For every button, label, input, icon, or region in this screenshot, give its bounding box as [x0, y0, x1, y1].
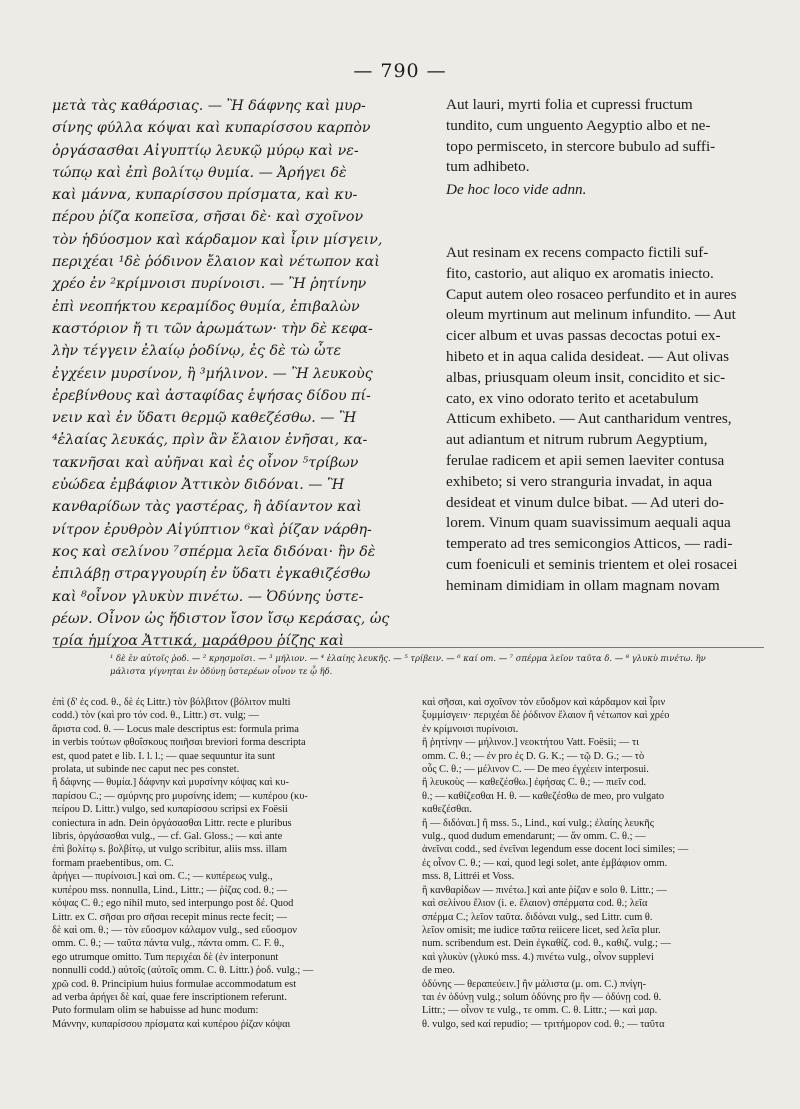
apparatus-line: ἢ ῥητίνην — μήλινον.] νεοκτήτου Vatt. Foësii; — τι: [422, 737, 639, 749]
apparatus-line: formam praebentibus, om. C.: [52, 857, 174, 869]
apparatus-line: καὶ γλυκὺν (γλυκύ mss. 4.) πινέτω vulg., οἶνον supplevi: [422, 951, 654, 963]
greek-text-line: ὀργάσασθαι Αἰγυπτίῳ λευκῷ μύρῳ καὶ νε-: [52, 142, 359, 159]
apparatus-line: ται ἐν ὀδύνῃ vulg.; solum ὀδύνης pro ἢν — ὀδύνῃ cod. θ.: [422, 991, 662, 1003]
apparatus-line: Μάννην, κυπαρίσσου πρίσματα καὶ κυπέρου ῥίζαν κόψαι: [52, 1018, 291, 1030]
apparatus-line: ἀνεῖναι codd., sed ἐνεῖναι legendum esse docent loci similes; —: [422, 844, 689, 856]
greek-text-line: νειν καὶ ἐν ὕδατι θερμῷ καθεζέσθω. — Ἢ: [52, 410, 357, 427]
apparatus-right-column: [422, 696, 767, 1031]
apparatus-line: Littr. ex C. σῆσαι pro σῆσαι recepit minus recte fecit; —: [52, 911, 287, 923]
greek-text-line: ἐπὶ νεοπήκτου κεραμίδος θυμία, ἐπιβαλὼν: [52, 298, 360, 315]
apparatus-line: θ. vulgo, sed καί repudio; — τριτήμορον cod. θ.; — ταῦτα: [422, 1018, 665, 1030]
apparatus-line: χρῶ cod. θ. Principium huius formulae accommodatum est: [52, 978, 297, 990]
apparatus-line: vulg., quod dudum emendarunt; — ἄν omm. C. θ.; —: [422, 831, 646, 843]
apparatus-line: ἀρήγει — πυρίνοισι.] καὶ om. C.; — κυπέρεως vulg.,: [52, 871, 273, 883]
apparatus-line: οὖς C. θ.; — μέλινον C. — De meo ἐγχέειν interposui.: [422, 764, 649, 776]
latin-text-line: hibeto et in aqua calida desideat. — Aut olivas: [446, 347, 729, 365]
latin-translation-column: [428, 95, 764, 597]
greek-text-line: τακνῆσαι καὶ αὐῆναι καὶ ἐς οἶνον ⁵τρίβων: [52, 454, 359, 471]
apparatus-line: de meo.: [422, 965, 455, 977]
apparatus-line: est, quod patet e lib. I. l. l.; — quae sequuntur ita sunt: [52, 750, 276, 762]
apparatus-line: coniectura in adn. Dein ὀργάσασθαι Littr. recte e pluribus: [52, 817, 292, 829]
latin-text-line: desideat et vinum dulce bibat. — Ad uteri do-: [446, 493, 724, 511]
apparatus-line: καθεζέσθαι.: [422, 804, 473, 816]
footnote-rule: [52, 647, 764, 648]
apparatus-line: δὲ καὶ om. θ.; — τὸν εὔοσμον κάλαμον vulg., sed εὔοσμον: [52, 924, 298, 936]
apparatus-line: ἐπὶ βολίτῳ s. βολβίτῳ, ut vulgo scribitur, aliis mss. illam: [52, 844, 287, 856]
footnote-line: μάλιστα γίγνηται ἐν ὀδύνῃ ὑστερέων οἶνον τε ᾦ ἥδ.: [110, 666, 333, 676]
apparatus-line: πείρου D. Littr.) vulgo, sed κυπαρίσσου scripsi ex Foësii: [52, 804, 288, 816]
apparatus-line: ego utrumque omitto. Tum περιχέαι δὲ (ἐν interponunt: [52, 951, 279, 963]
latin-text-line: oleum myrtinum aut melinum infundito. — Aut: [446, 306, 736, 324]
latin-text-line: heminam dimidiam in ollam magnam novam: [446, 576, 720, 594]
latin-text-line: ferulae radicem et apii semen laeviter contusa: [446, 451, 725, 469]
apparatus-line: κόψας C. θ.; ego nihil muto, sed interpungo post δέ. Quod: [52, 898, 294, 910]
apparatus-line: ἐς οἶνον C. θ.; — καί, quod legi solet, ante ἐμβάφιον omm.: [422, 857, 668, 869]
greek-text-line: μετὰ τὰς καθάρσιας. — Ἢ δάφνης καὶ μυρ-: [52, 98, 366, 114]
apparatus-line: ἢ δάφνης — θυμία.] δάφνην καὶ μυρσίνην κόψας καὶ κυ-: [52, 777, 289, 789]
greek-text-line: ρέων. Οἶνον ὡς ἥδιστον ἴσον ἴσῳ κεράσας, ὡς: [52, 610, 390, 627]
latin-text-line: Aut resinam ex recens compacto fictili suf-: [446, 243, 709, 261]
apparatus-line: ξυμμίσγειν· περιχέαι δὲ ῥόδινον ἔλαιον ἢ νέτωπον καὶ χρέο: [422, 710, 670, 722]
latin-paragraph: [428, 95, 764, 178]
apparatus-line: παρίσου C.; — σμύρνης pro μυρσίνης idem; — κυπέρου (κυ-: [52, 790, 308, 802]
apparatus-line: ἐν κρίμνοισι πυρίνοισι.: [422, 723, 519, 735]
greek-text-column: [52, 95, 418, 652]
apparatus-line: ἄριστα cod. θ. — Locus male descriptus est: formula prima: [52, 723, 299, 735]
apparatus-line: καὶ σῆσαι, καὶ σχοῖνον τὸν εὔοδμον καὶ κάρδαμον καὶ ἶριν: [422, 697, 666, 708]
latin-text-line: Caput autem oleo rosaceo perfundito et in aures: [446, 285, 737, 303]
latin-text-line: temperato ad tres semicongios Atticos, — radi-: [446, 535, 733, 553]
greek-text-line: τρία ἡμίχοα Ἀττικά, μαράθρου ῥίζης καὶ: [52, 633, 345, 650]
greek-text-line: καὶ μάννα, κυπαρίσσου πρίσματα, καὶ κυ-: [52, 187, 358, 204]
apparatus-line: num. scribendum est. Dein ἐγκαθίζ. cod. θ., καθιζ. vulg.; —: [422, 938, 671, 950]
greek-text-line: κος καὶ σελίνου ⁷σπέρμα λεῖα διδόναι· ἢν δὲ: [52, 543, 376, 560]
latin-text-line: aut adiantum et nitrum rubrum Aegyptium,: [446, 431, 708, 449]
greek-text-line: καὶ ⁸οἶνον γλυκὺν πινέτω. — Ὀδύνης ὑστε-: [52, 588, 364, 605]
apparatus-line: ἢ — διδόναι.] ἢ mss. 5., Lind., καί vulg.; ἐλαίης λευκῆς: [422, 817, 654, 829]
greek-text-line: τώπῳ καὶ ἐπὶ βολίτῳ θυμία. — Ἀρήγει δὲ: [52, 164, 347, 181]
apparatus-line: codd.) τὸν (καὶ pro τόν cod. θ., Littr.) στ. vulg; —: [52, 710, 259, 722]
greek-text-line: ⁴ἐλαίας λευκάς, πρὶν ἂν ἔλαιον ἐνῆσαι, κα-: [52, 432, 368, 449]
apparatus-line: θ.; — καθίζεσθαι H. θ. — καθεζέσθω de meo, pro vulgato: [422, 790, 665, 802]
greek-text-line: ἐρεβίνθους καὶ ἀσταφίδας ἑψήσας δίδου πί-: [52, 387, 371, 404]
latin-paragraph: [428, 180, 764, 201]
apparatus-line: omm. C. θ.; — ἐν pro ἐς D. G. K.; — τῷ D. G.; — τὸ: [422, 750, 645, 762]
apparatus-line: Littr.; — οἶνον τε vulg., τε omm. C. θ. Littr.; — καὶ μαρ.: [422, 1005, 658, 1017]
apparatus-line: mss. 8, Littréi et Voss.: [422, 871, 515, 883]
greek-text-line: ἐγχέειν μυρσίνον, ἢ ³μήλινον. — Ἢ λευκοὺς: [52, 365, 373, 382]
latin-paragraph: [428, 243, 764, 597]
footnotes: [110, 652, 770, 678]
latin-text-line: Atticum exhibeto. — Aut cantharidum ventres,: [446, 410, 732, 428]
greek-text-line: λὴν τέγγειν ἐλαίῳ ῥοδίνῳ, ἐς δὲ τὼ ὦτε: [52, 343, 342, 360]
latin-text-line: De hoc loco vide adnn.: [446, 181, 587, 199]
apparatus-line: in verbis τούτων φθοΐσκους ποιῆσαι breviori forma descripta: [52, 737, 306, 749]
apparatus-line: ad verba ἀρήγει δὲ καί, quae fere inscriptionem referunt.: [52, 991, 287, 1003]
greek-text-line: πέρου ῥίζα κοπεῖσα, σῆσαι δὲ· καὶ σχοῖνον: [52, 209, 364, 226]
apparatus-line: ἢ κανθαρίδων — πινέτω.] καὶ ante ῥίζαν e solo θ. Littr.; —: [422, 884, 667, 896]
greek-text-line: περιχέαι ¹δὲ ῥόδινον ἔλαιον καὶ νέτωπον καὶ: [52, 254, 380, 271]
greek-text-line: ἐπιλάβῃ στραγγουρίη ἐν ὕδατι ἐγκαθιζέσθω: [52, 566, 371, 583]
footnote-line: ¹ δὲ ἐν αὐτοῖς ῥοδ. — ² κρησμοῖσι. — ³ μήλιον. — ⁴ ἐλαίης λευκῆς. — ⁵ τρίβειν. — ⁶ καί om. — ⁷ σπέρμα λεῖον ταῦτα δ. — ⁸ γλυκὺ πινέτω. ἢν: [110, 653, 706, 663]
greek-text-line: σίνης φύλλα κόψαι καὶ κυπαρίσσου καρπὸν: [52, 120, 371, 137]
latin-text-line: exhibeto; si vero stranguria invadat, in aqua: [446, 472, 713, 490]
latin-text-line: fito, castorio, aut aliquo ex aromatis iniecto.: [446, 264, 714, 282]
apparatus-line: λεῖον omisit; me iudice ταῦτα reiicere licet, sed λεῖα plur.: [422, 924, 661, 936]
apparatus-line: κυπέρου mss. nonnulla, Lind., Littr.; — ῥίζας cod. θ.; —: [52, 884, 288, 896]
apparatus-line: prolata, ut subinde nec caput nec pes constet.: [52, 764, 240, 776]
greek-text-line: νίτρον ἐρυθρὸν Αἰγύπτιον ⁶καὶ ῥίζαν νάρθη-: [52, 521, 372, 538]
latin-text-line: lorem. Vinum quam suavissimum aequali aqua: [446, 514, 731, 532]
apparatus-line: omm. C. θ.; — ταῦτα πάντα vulg., πάντα omm. C. F. θ.,: [52, 938, 285, 950]
latin-text-line: tum adhibeto.: [446, 158, 530, 176]
greek-text-line: καστόριον ἤ τι τῶν ἀρωμάτων· τὴν δὲ κεφα-: [52, 320, 373, 337]
greek-text-line: χρέο ἐν ²κρίμνοισι πυρίνοισι. — Ἢ ῥητίνην: [52, 276, 367, 293]
latin-text-line: cato, ex vino odorato terito et acetabulum: [446, 389, 699, 407]
apparatus-line: Puto formulam olim se habuisse ad hunc modum:: [52, 1005, 259, 1017]
apparatus-line: ἢ λευκοὺς — καθεζέσθω.] ἐφήσας C. θ.; — πιεῖν cod.: [422, 777, 647, 789]
latin-text-line: cicer album et uvas passas decoctas potui ex-: [446, 327, 721, 345]
apparatus-line: καὶ σελίνου ἔλιον (i. e. ἔλαιον) σπέρματα cod. θ.; λεῖα: [422, 898, 648, 910]
latin-text-line: cum foeniculi et seminis trientem et olei rosacei: [446, 555, 738, 573]
latin-text-line: topo permisceto, in stercore bubulo ad suffi-: [446, 137, 716, 155]
greek-text-line: εὐώδεα ἐμβάφιον Ἀττικὸν διδόναι. — Ἢ: [52, 477, 345, 494]
page-number: — 790 —: [353, 60, 447, 82]
latin-text-line: albas, priusquam oleum insit, concidito et sic-: [446, 368, 726, 386]
apparatus-line: libris, ὀργάσασθαι vulg., — cf. Gal. Gloss.; — καὶ ante: [52, 831, 283, 843]
apparatus-line: ὀδύνης — θεραπεύειν.] ἢν μάλιστα (μ. om. C.) πνίγη-: [422, 978, 647, 990]
apparatus-line: ἐπὶ (δ' ἐς cod. θ., δὲ ἐς Littr.) τὸν βόλβιτον (βόλιτον multi: [52, 697, 291, 708]
apparatus-left-column: [52, 696, 397, 1031]
greek-text-line: τὸν ἡδύοσμον καὶ κάρδαμον καὶ ἶριν μίσγειν,: [52, 231, 383, 248]
apparatus-line: nonnulli codd.) αὐτοῖς (αὐτοῖς omm. C. θ. Littr.) ῥοδ. vulg.; —: [52, 965, 314, 977]
greek-text-line: κανθαρίδων τὰς γαστέρας, ἢ ἀδίαντον καὶ: [52, 499, 362, 516]
latin-text-line: tundito, cum unguento Aegyptio albo et ne-: [446, 116, 711, 134]
latin-text-line: Aut lauri, myrti folia et cupressi fructum: [446, 96, 693, 113]
apparatus-line: σπέρμα C.; λεῖον ταῦτα. διδόναι vulg., sed Littr. cum θ.: [422, 911, 653, 923]
